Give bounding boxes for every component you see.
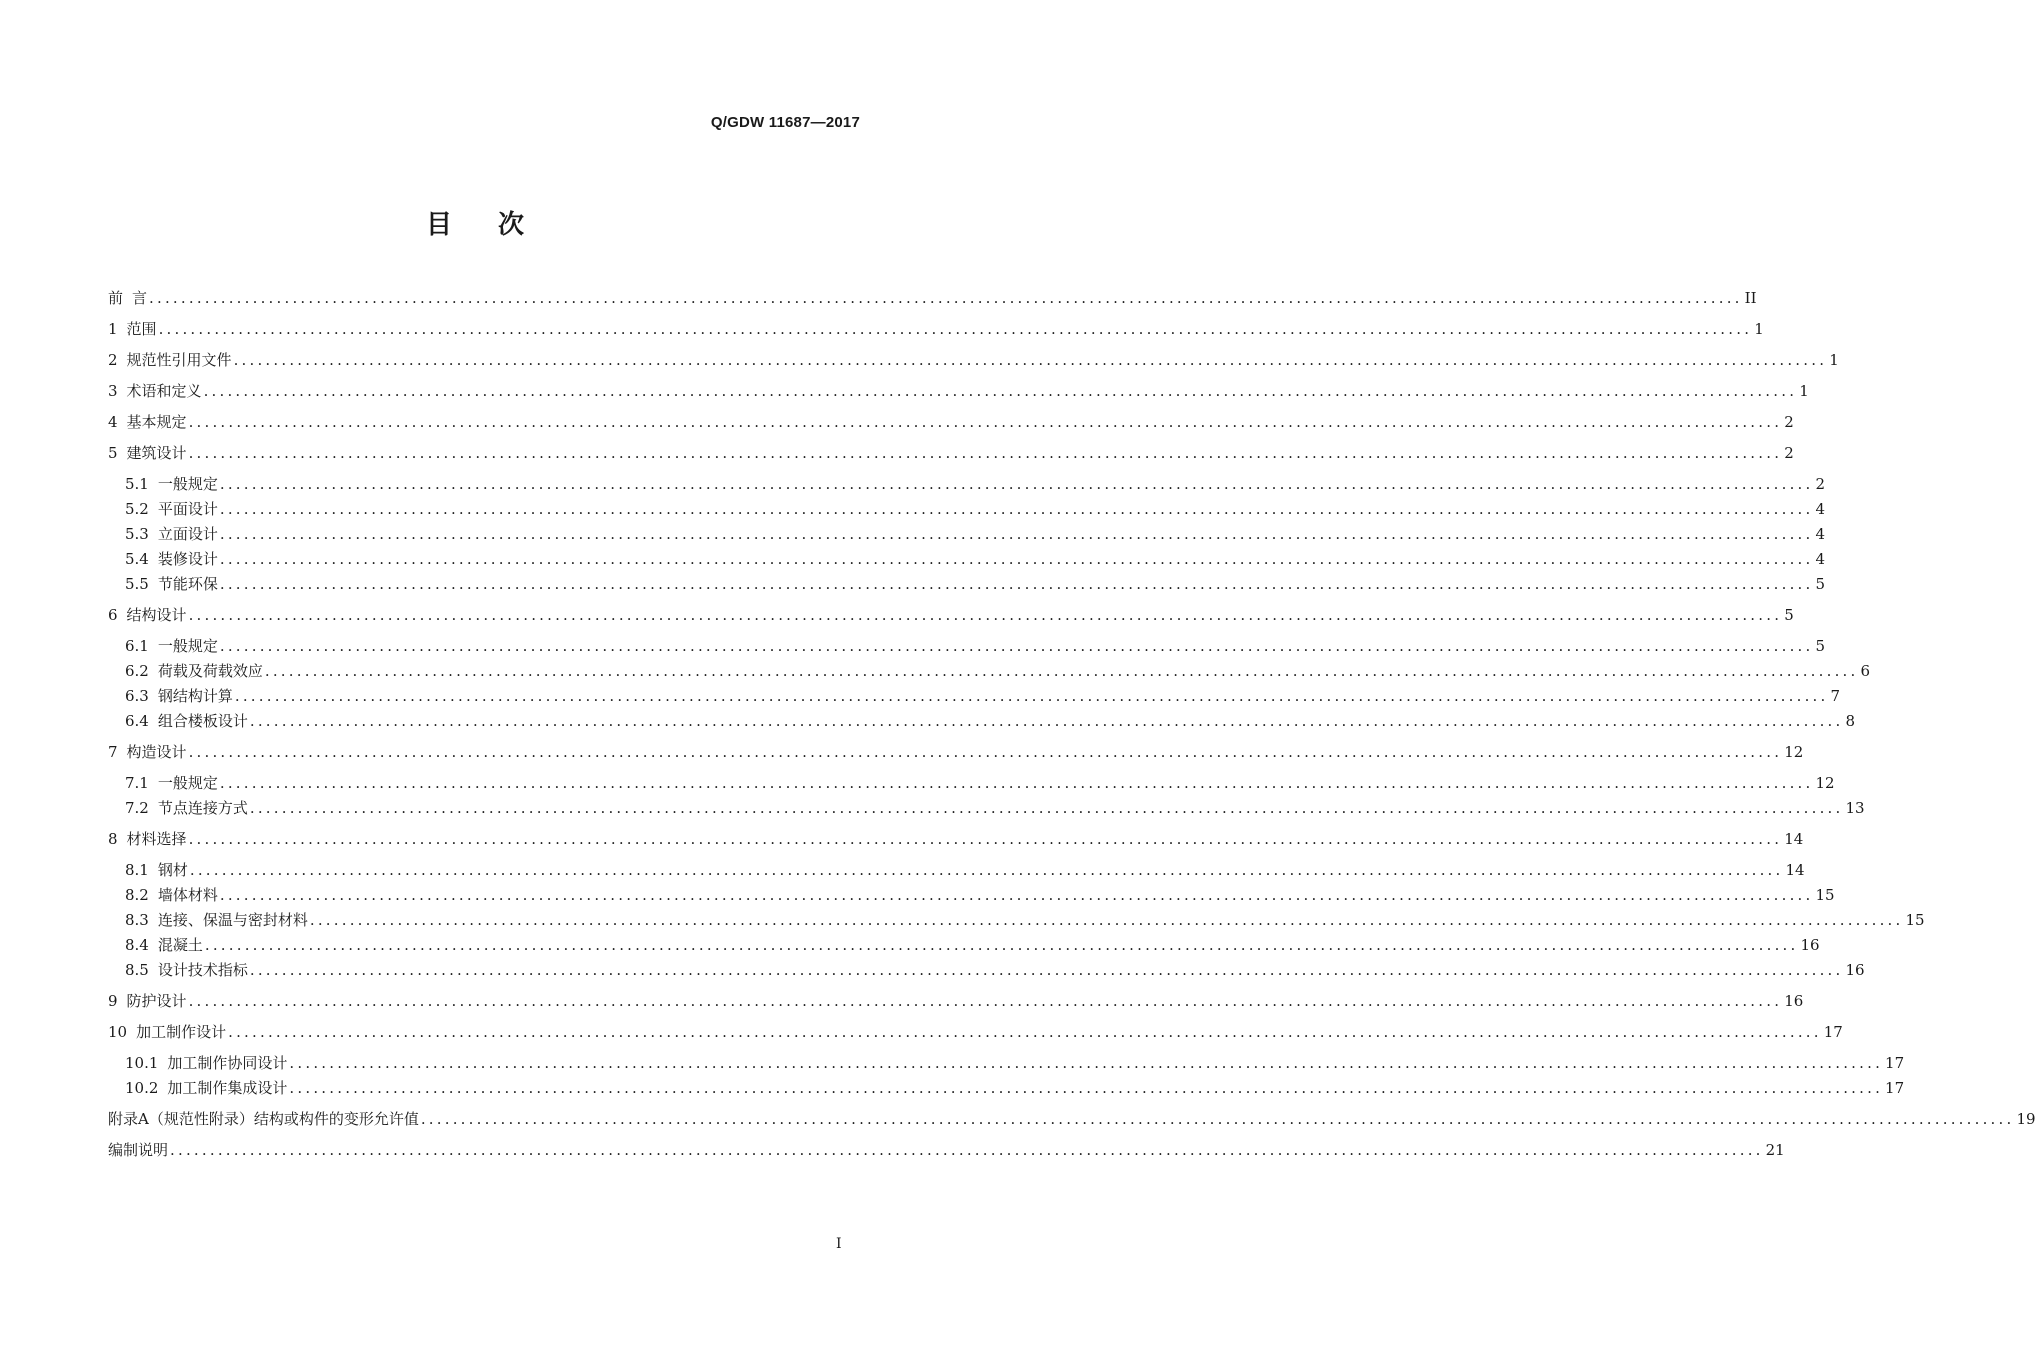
- toc-leader-dots: ........................................................................................................................................................................................................: [289, 1054, 1884, 1072]
- toc-leader-dots: ........................................................................................................................................................................................................: [249, 799, 1844, 817]
- toc-entry-5-4[interactable]: [125, 548, 1826, 570]
- toc-leader-dots: ........................................................................................................................................................................................................: [228, 1023, 1822, 1041]
- toc-entry-number: 6.1: [125, 637, 149, 655]
- toc-entry-label: 规范性引用文件: [126, 351, 232, 369]
- toc-entry-page: 12: [1784, 743, 1804, 761]
- toc-entry-number: 7.2: [125, 799, 149, 817]
- toc-entry-6-4[interactable]: [125, 710, 1856, 732]
- toc-entry-page: 2: [1784, 413, 1794, 431]
- toc-entry-5-3[interactable]: [125, 523, 1826, 545]
- toc-entry-number: 8.4: [125, 936, 149, 954]
- toc-leader-dots: ........................................................................................................................................................................................................: [189, 861, 1784, 879]
- toc-entry-page: 1: [1829, 351, 1839, 369]
- toc-leader-dots: ........................................................................................................................................................................................................: [158, 320, 1753, 338]
- toc-entry-label: 钢材: [157, 861, 188, 879]
- document-code: Q/GDW 11687—2017: [710, 114, 860, 131]
- toc-entry-6-1[interactable]: [125, 635, 1826, 657]
- toc-leader-dots: ........................................................................................................................................................................................................: [188, 830, 1783, 848]
- title-char-1: 目: [425, 210, 452, 240]
- toc-leader-dots: ........................................................................................................................................................................................................: [188, 992, 1783, 1010]
- toc-entry-appendix-a[interactable]: [108, 1108, 2036, 1130]
- toc-leader-dots: ........................................................................................................................................................................................................: [289, 1079, 1884, 1097]
- toc-leader-dots: ........................................................................................................................................................................................................: [219, 525, 1814, 543]
- toc-entry-number: 5.4: [125, 550, 149, 568]
- toc-entry-number: 6.4: [125, 712, 149, 730]
- toc-entry-page: II: [1744, 289, 1757, 307]
- toc-entry-page: 5: [1815, 575, 1826, 593]
- toc-entry-explanation[interactable]: [108, 1139, 1785, 1161]
- toc-entry-label: 言: [132, 289, 148, 307]
- toc-entry-label: 加工制作设计: [136, 1023, 227, 1041]
- toc-leader-dots: ........................................................................................................................................................................................................: [264, 662, 1859, 680]
- toc-entry-page: 16: [1845, 961, 1865, 979]
- toc-entry-label: 节能环保: [157, 575, 218, 593]
- toc-leader-dots: ........................................................................................................................................................................................................: [188, 444, 1783, 462]
- toc-entry-page: 4: [1815, 525, 1826, 543]
- toc-entry-number: 10: [108, 1023, 128, 1041]
- toc-entry-8-4[interactable]: [125, 934, 1820, 956]
- toc-leader-dots: ........................................................................................................................................................................................................: [188, 413, 1783, 431]
- toc-leader-dots: ........................................................................................................................................................................................................: [188, 606, 1783, 624]
- toc-entry-number: 6.3: [125, 687, 149, 705]
- toc-entry-number: 5.5: [125, 575, 149, 593]
- toc-entry-5-5[interactable]: [125, 573, 1826, 595]
- toc-entry-7-1[interactable]: [125, 772, 1835, 794]
- toc-leader-dots: ........................................................................................................................................................................................................: [249, 712, 1844, 730]
- toc-leader-dots: ........................................................................................................................................................................................................: [204, 936, 1799, 954]
- toc-leader-dots: ........................................................................................................................................................................................................: [219, 637, 1814, 655]
- toc-entry-3[interactable]: [108, 380, 1809, 402]
- toc-entry-number: 7.1: [125, 774, 149, 792]
- toc-entry-label: 附录A（规范性附录）结构或构件的变形允许值: [108, 1110, 419, 1128]
- toc-entry-number: 10.2: [125, 1079, 159, 1097]
- toc-entry-8-2[interactable]: [125, 884, 1835, 906]
- toc-entry-page: 1: [1799, 382, 1809, 400]
- toc-entry-page: 14: [1784, 830, 1804, 848]
- toc-entry-number: 10.1: [125, 1054, 159, 1072]
- toc-entry-label: 结构设计: [126, 606, 187, 624]
- toc-entry-number: 8.1: [125, 861, 149, 879]
- toc-leader-dots: ........................................................................................................................................................................................................: [219, 886, 1814, 904]
- toc-entry-label: 基本规定: [126, 413, 187, 431]
- toc-entry-number: 4: [108, 413, 118, 431]
- toc-leader-dots: ........................................................................................................................................................................................................: [219, 774, 1814, 792]
- toc-entry-label: 编制说明: [108, 1141, 169, 1159]
- toc-entry-label: 立面设计: [157, 525, 218, 543]
- toc-entry-page: 19: [2016, 1110, 2036, 1128]
- toc-entry-label: 荷载及荷载效应: [157, 662, 263, 680]
- toc-entry-preface[interactable]: [108, 287, 1757, 309]
- toc-entry-page: 8: [1845, 712, 1856, 730]
- toc-entry-5[interactable]: [108, 442, 1794, 464]
- toc-entry-number: 2: [108, 351, 118, 369]
- toc-entry-4[interactable]: [108, 411, 1794, 433]
- toc-entry-number: 8.3: [125, 911, 149, 929]
- toc-entry-label: 一般规定: [157, 475, 218, 493]
- toc-entry-number: 8: [108, 830, 118, 848]
- toc-entry-page: 16: [1800, 936, 1820, 954]
- toc-entry-6[interactable]: [108, 604, 1794, 626]
- toc-entry-page: 12: [1815, 774, 1835, 792]
- toc-entry-label: 构造设计: [126, 743, 187, 761]
- toc-entry-number: 9: [108, 992, 118, 1010]
- toc-entry-label: 一般规定: [157, 637, 218, 655]
- toc-leader-dots: ........................................................................................................................................................................................................: [249, 961, 1844, 979]
- toc-leader-dots: ........................................................................................................................................................................................................: [170, 1141, 1764, 1159]
- toc-entry-page: 4: [1815, 500, 1826, 518]
- toc-entry-7-2[interactable]: [125, 797, 1865, 819]
- toc-entry-page: 6: [1860, 662, 1871, 680]
- toc-entry-number: 5.2: [125, 500, 149, 518]
- toc-entry-number: 8.5: [125, 961, 149, 979]
- toc-entry-8-3[interactable]: [125, 909, 1925, 931]
- toc-leader-dots: ........................................................................................................................................................................................................: [233, 351, 1828, 369]
- toc-entry-page: 1: [1754, 320, 1764, 338]
- page-number: I: [836, 1236, 842, 1252]
- toc-entry-label: 建筑设计: [126, 444, 187, 462]
- toc-entry-page: 17: [1823, 1023, 1843, 1041]
- toc-entry-5-1[interactable]: [125, 473, 1826, 495]
- toc-entry-label: 术语和定义: [126, 382, 202, 400]
- toc-entry-label: 平面设计: [157, 500, 218, 518]
- toc-entry-page: 16: [1784, 992, 1804, 1010]
- toc-entry-page: 5: [1784, 606, 1794, 624]
- toc-entry-1[interactable]: [108, 318, 1764, 340]
- toc-entry-page: 4: [1815, 550, 1826, 568]
- toc-entry-label: 加工制作集成设计: [167, 1079, 288, 1097]
- toc-entry-9[interactable]: [108, 990, 1804, 1012]
- toc-entry-6-2[interactable]: [125, 660, 1871, 682]
- toc-entry-page: 14: [1785, 861, 1805, 879]
- toc-entry-page: 2: [1815, 475, 1826, 493]
- toc-entry-number: 6: [108, 606, 118, 624]
- toc-entry-page: 15: [1815, 886, 1835, 904]
- toc-entry-10-2[interactable]: [125, 1077, 1905, 1099]
- toc-entry-page: 5: [1815, 637, 1826, 655]
- toc-entry-page: 2: [1784, 444, 1794, 462]
- toc-entry-label: 设计技术指标: [157, 961, 248, 979]
- toc-leader-dots: ........................................................................................................................................................................................................: [219, 500, 1814, 518]
- toc-entry-8[interactable]: [108, 828, 1804, 850]
- toc-entry-label: 范围: [126, 320, 157, 338]
- toc-entry-2[interactable]: [108, 349, 1839, 371]
- toc-entry-label: 钢结构计算: [157, 687, 233, 705]
- toc-entry-label: 混凝土: [157, 936, 203, 954]
- toc-entry-label: 防护设计: [126, 992, 187, 1010]
- toc-leader-dots: ........................................................................................................................................................................................................: [219, 550, 1814, 568]
- toc-entry-label: 墙体材料: [157, 886, 218, 904]
- toc-entry-page: 15: [1905, 911, 1925, 929]
- toc-entry-5-2[interactable]: [125, 498, 1826, 520]
- page-title: [0, 204, 950, 241]
- toc-leader-dots: ........................................................................................................................................................................................................: [309, 911, 1904, 929]
- toc-entry-8-5[interactable]: [125, 959, 1865, 981]
- toc-leader-dots: ........................................................................................................................................................................................................: [219, 575, 1814, 593]
- toc-entry-page: 17: [1885, 1079, 1905, 1097]
- toc-leader-dots: ........................................................................................................................................................................................................: [149, 289, 1743, 307]
- toc-leader-dots: ........................................................................................................................................................................................................: [219, 475, 1814, 493]
- toc-entry-page: 13: [1845, 799, 1865, 817]
- toc-entry-number: 6.2: [125, 662, 149, 680]
- title-char-2: 次: [498, 210, 525, 240]
- toc-entry-10[interactable]: [108, 1021, 1843, 1043]
- toc-entry-number: 5.1: [125, 475, 149, 493]
- toc-leader-dots: ........................................................................................................................................................................................................: [234, 687, 1829, 705]
- toc-entry-number: 7: [108, 743, 118, 761]
- toc-entry-number: 5: [108, 444, 118, 462]
- toc-leader-dots: ........................................................................................................................................................................................................: [420, 1110, 2015, 1128]
- toc-entry-label: 节点连接方式: [157, 799, 248, 817]
- toc-entry-number: 5.3: [125, 525, 149, 543]
- toc-entry-label: 连接、保温与密封材料: [157, 911, 308, 929]
- toc-entry-label: 装修设计: [157, 550, 218, 568]
- toc-entry-number: 1: [108, 320, 118, 338]
- toc-entry-label: 加工制作协同设计: [167, 1054, 288, 1072]
- toc-leader-dots: ........................................................................................................................................................................................................: [203, 382, 1798, 400]
- toc-entry-label: 材料选择: [126, 830, 187, 848]
- toc-entry-label: 组合楼板设计: [157, 712, 248, 730]
- toc-leader-dots: ........................................................................................................................................................................................................: [188, 743, 1783, 761]
- toc-entry-number: 3: [108, 382, 118, 400]
- toc-entry-label: 一般规定: [157, 774, 218, 792]
- toc-entry-page: 21: [1765, 1141, 1785, 1159]
- toc-entry-page: 17: [1885, 1054, 1905, 1072]
- toc-entry-7[interactable]: [108, 741, 1804, 763]
- toc-entry-6-3[interactable]: [125, 685, 1841, 707]
- toc-entry-page: 7: [1830, 687, 1841, 705]
- toc-entry-8-1[interactable]: [125, 859, 1805, 881]
- toc-entry-number: 8.2: [125, 886, 149, 904]
- toc-entry-number: 前: [108, 289, 124, 307]
- toc-entry-10-1[interactable]: [125, 1052, 1905, 1074]
